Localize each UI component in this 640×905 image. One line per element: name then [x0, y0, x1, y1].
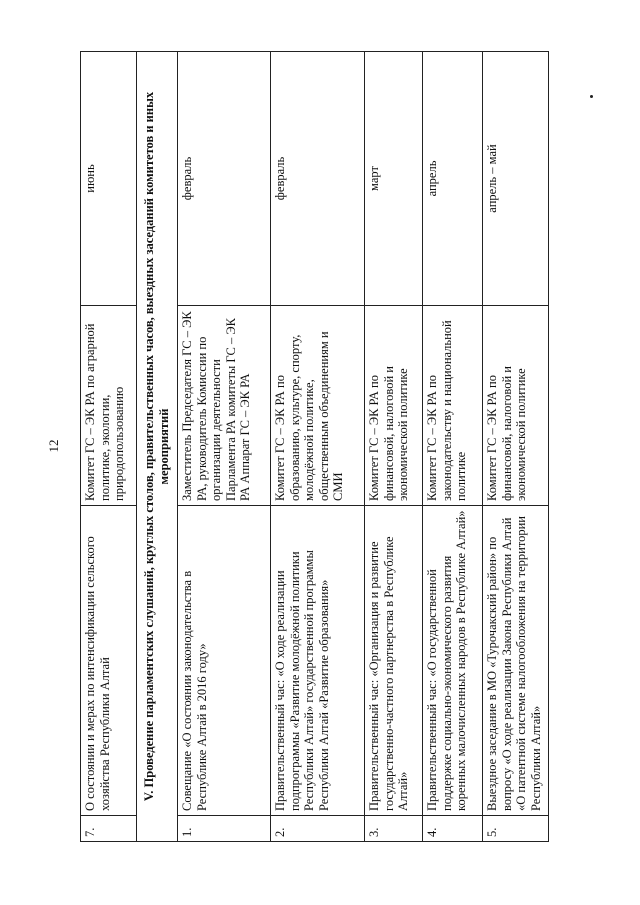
event-date: июнь [81, 52, 137, 306]
row-number: 1. [178, 816, 271, 842]
event-date: февраль [178, 52, 271, 306]
section-heading: V. Проведение парламентских слушаний, круглых столов, правительственных часов, выездных заседаний комитетов и иных мероприятий [137, 52, 178, 842]
table-row [365, 52, 423, 842]
event-title: Выездное заседание в МО «Турочакский район» по вопросу «О ходе реализации Закона Республики Алтай «О патентной системе налогообложения на территории Республики Алтай» [483, 506, 549, 816]
responsible-body: Комитет ГС – ЭК РА по образованию, культуре, спорту, молодёжной политике, общественным объединениям и СМИ [271, 306, 365, 506]
row-number: 3. [365, 816, 423, 842]
row-number: 5. [483, 816, 549, 842]
section-heading-row [137, 52, 178, 842]
event-title: О состоянии и мерах по интенсификации сельского хозяйства Республики Алтай [81, 506, 137, 816]
table-row [271, 52, 365, 842]
responsible-body: Комитет ГС – ЭК РА по финансовой, налоговой и экономической политике [365, 306, 423, 506]
event-date: февраль [271, 52, 365, 306]
responsible-body: Заместитель Председателя ГС – ЭК РА, руководитель Комиссии по организации деятельности Парламента РА комитеты ГС – ЭК РА Аппарат ГС – ЭК РА [178, 306, 271, 506]
event-title: Правительственный час: «О государственной поддержке социально-экономического развития коренных малочисленных народов в Республике Алтай» [423, 506, 483, 816]
scan-speck [590, 95, 593, 98]
event-title: Совещание «О состоянии законодательства в Республике Алтай в 2016 году» [178, 506, 271, 816]
table-row [178, 52, 271, 842]
responsible-body: Комитет ГС – ЭК РА по финансовой, налоговой и экономической политике [483, 306, 549, 506]
event-date: апрель [423, 52, 483, 306]
row-number: 4. [423, 816, 483, 842]
event-title: Правительственный час: «Организация и развитие государственно-частного партнерства в Республике Алтай» [365, 506, 423, 816]
page-number: 12 [46, 439, 61, 453]
responsible-body: Комитет ГС – ЭК РА по законодательству и национальной политике [423, 306, 483, 506]
table-row [423, 52, 483, 842]
row-number: 2. [271, 816, 365, 842]
row-number: 7. [81, 816, 137, 842]
responsible-body: Комитет ГС – ЭК РА по аграрной политике, экологии, природопользованию [81, 306, 137, 506]
table-row [483, 52, 549, 842]
table-row [81, 52, 137, 842]
rotated-table-container [80, 52, 560, 842]
event-date: апрель – май [483, 52, 549, 306]
event-date: март [365, 52, 423, 306]
event-title: Правительственный час: «О ходе реализации подпрограммы «Развитие молодёжной политики Республики Алтай» государственной программы Республики Алтай «Развитие образования» [271, 506, 365, 816]
events-plan-table [80, 51, 549, 842]
